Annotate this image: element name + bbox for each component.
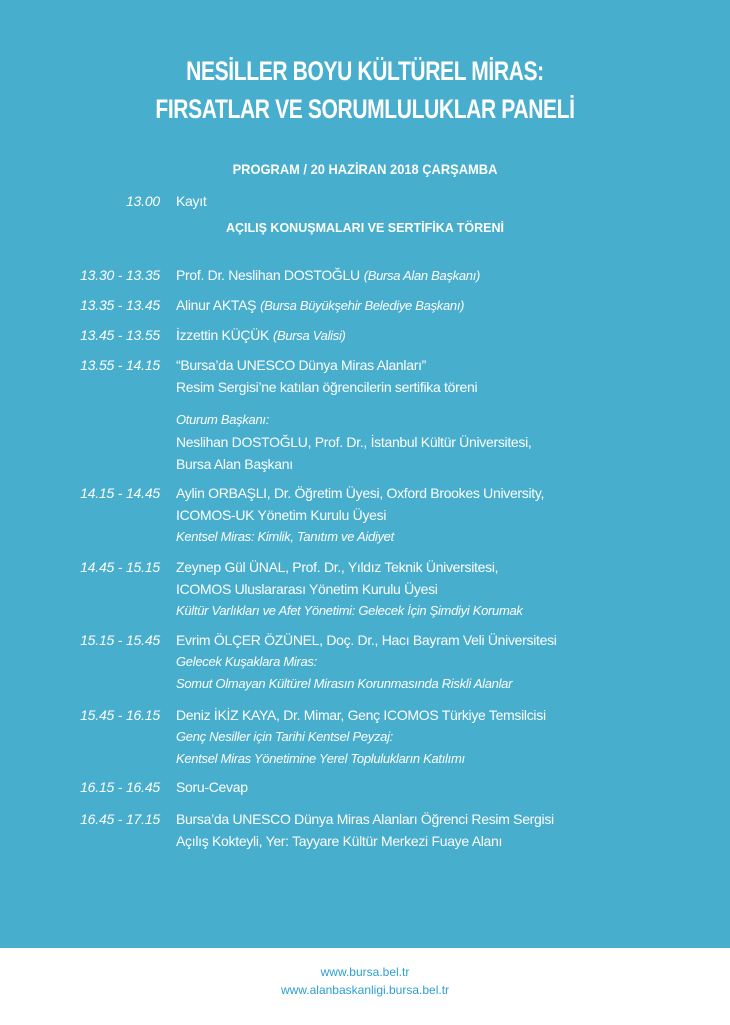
talk-time: 16.45 - 17.15 <box>80 811 160 827</box>
website-link[interactable]: www.alanbaskanligi.bursa.bel.tr <box>280 983 450 997</box>
talk-speaker: Açılış Kokteyli, Yer: Tayyare Kültür Merkezi Fuaye Alanı <box>176 833 503 849</box>
talk-speaker: Evrim ÖLÇER ÖZÜNEL, Doç. Dr., Hacı Bayram Veli Üniversitesi <box>176 632 557 648</box>
talk-speaker: Bursa’da UNESCO Dünya Miras Alanları Öğrenci Resim Sergisi <box>176 811 554 827</box>
panel-title <box>80 52 649 128</box>
talk-topic: Somut Olmayan Kültürel Mirasın Korunmasında Riskli Alanlar <box>176 676 513 691</box>
program-date-header: PROGRAM / 20 HAZİRAN 2018 ÇARŞAMBA <box>232 161 498 177</box>
talk-speaker: ICOMOS Uluslararası Yönetim Kurulu Üyesi <box>176 581 438 597</box>
talk-time: 15.15 - 15.45 <box>80 632 160 648</box>
talk-topic: Kentsel Miras Yönetimine Yerel Toplulukların Katılımı <box>176 751 465 766</box>
speaker-name: İzzettin KÜÇÜK <box>176 327 270 343</box>
talk-speaker: Soru-Cevap <box>176 779 248 795</box>
speaker-role: (Bursa Büyükşehir Belediye Başkanı) <box>260 298 465 313</box>
talk-time: 16.15 - 16.45 <box>80 779 160 795</box>
registration-label: Kayıt <box>176 193 207 209</box>
registration-time: 13.00 <box>125 193 160 209</box>
speaker-name: Alinur AKTAŞ <box>176 297 257 313</box>
session-chair-line: Neslihan DOSTOĞLU, Prof. Dr., İstanbul Kültür Üniversitesi, <box>176 434 532 450</box>
talk-topic: Genç Nesiller için Tarihi Kentsel Peyzaj: <box>176 729 393 744</box>
session-chair-line: Bursa Alan Başkanı <box>176 456 293 472</box>
talk-speaker: ICOMOS-UK Yönetim Kurulu Üyesi <box>176 507 387 523</box>
title-line-1: NESİLLER BOYU KÜLTÜREL MİRAS: <box>186 56 544 86</box>
talk-topic: Gelecek Kuşaklara Miras: <box>176 654 317 669</box>
session-chair-label: Oturum Başkanı: <box>176 412 270 427</box>
talk-time: 15.45 - 16.15 <box>80 707 160 723</box>
schedule-time: 13.30 - 13.35 <box>80 267 160 283</box>
speaker-role: (Bursa Valisi) <box>272 328 346 343</box>
speaker-name: Prof. Dr. Neslihan DOSTOĞLU <box>176 267 360 283</box>
talk-speaker: Aylin ORBAŞLI, Dr. Öğretim Üyesi, Oxford Brookes University, <box>176 485 545 501</box>
title-line-2: FIRSATLAR VE SORUMLULUKLAR PANELİ <box>155 94 575 124</box>
schedule-time: 13.45 - 13.55 <box>80 327 160 343</box>
item-line: “Bursa’da UNESCO Dünya Miras Alanları” <box>176 357 427 373</box>
opening-title: AÇILIŞ KONUŞMALARI VE SERTİFİKA TÖRENİ <box>225 221 504 235</box>
website-link[interactable]: www.bursa.bel.tr <box>320 965 410 979</box>
talk-speaker: Deniz İKİZ KAYA, Dr. Mimar, Genç ICOMOS Türkiye Temsilcisi <box>176 707 546 723</box>
schedule-time: 13.55 - 14.15 <box>80 357 160 373</box>
talk-topic: Kentsel Miras: Kimlik, Tanıtım ve Aidiyet <box>176 529 394 544</box>
talk-speaker: Zeynep Gül ÜNAL, Prof. Dr., Yıldız Teknik Üniversitesi, <box>176 559 499 575</box>
speaker-role: (Bursa Alan Başkanı) <box>363 268 481 283</box>
footer-links <box>0 963 730 999</box>
talk-time: 14.45 - 15.15 <box>80 559 160 575</box>
talk-time: 14.15 - 14.45 <box>80 485 160 501</box>
talk-topic: Kültür Varlıkları ve Afet Yönetimi: Gelecek İçin Şimdiyi Korumak <box>176 603 523 618</box>
item-line: Resim Sergisi’ne katılan öğrencilerin sertifika töreni <box>176 379 478 395</box>
schedule-time: 13.35 - 13.45 <box>80 297 160 313</box>
